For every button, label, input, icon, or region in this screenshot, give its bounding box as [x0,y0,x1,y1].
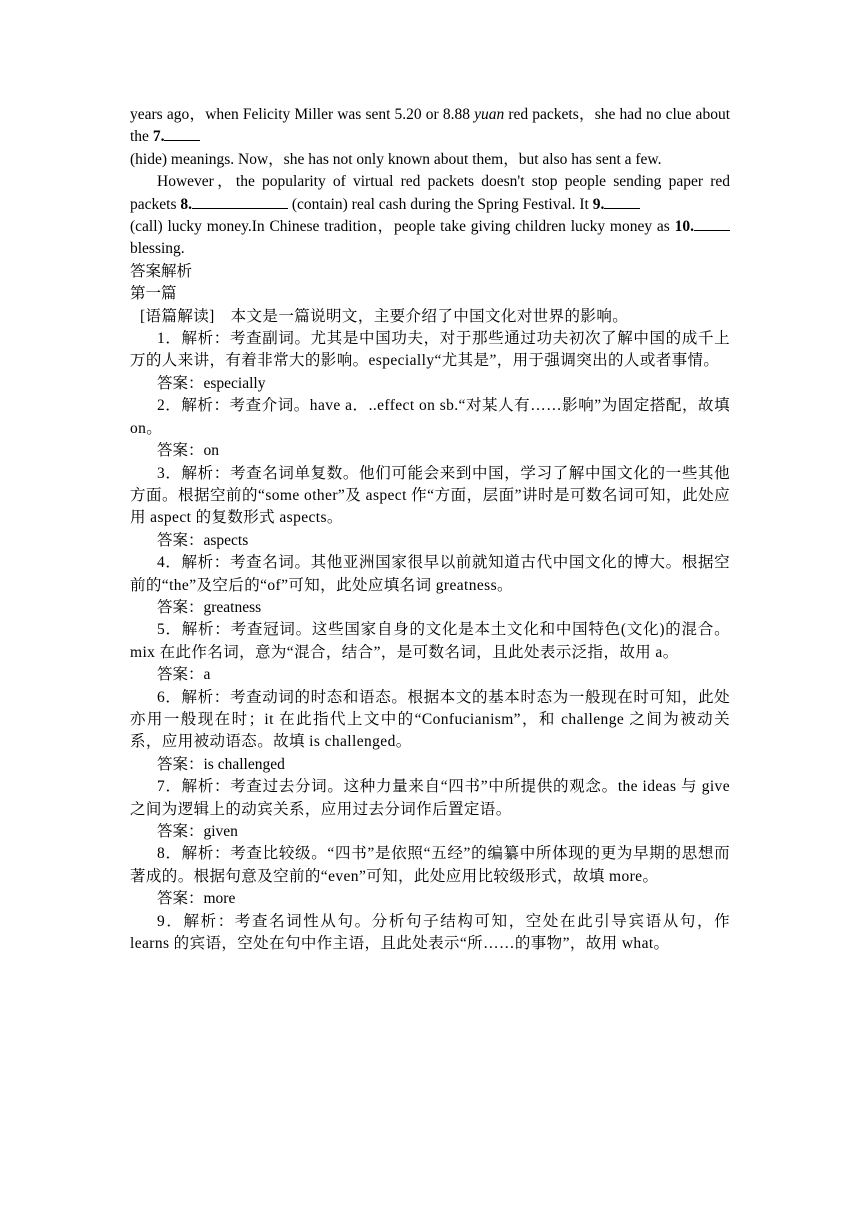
answer-4: 答案：greatness [157,598,262,616]
blank-8-number: 8. [180,195,192,213]
answer-2: 答案：on [157,442,220,460]
blank-10[interactable] [694,216,730,231]
explanation-list [130,328,730,955]
explanation-2: 2．解析：考查介词。have a．..effect on sb.“对某人有……影响”为固定搭配，故填 on。 [130,397,730,437]
answer-5: 答案：a [157,666,211,684]
answer-6: 答案：is challenged [157,755,285,773]
answer-8: 答案：more [157,890,236,908]
text-run: blessing. [130,240,185,258]
document-page [130,104,730,955]
text-run: (call) lucky money.In Chinese tradition，people take giving children lucky money as [130,218,675,236]
text-run: years ago，when Felicity Miller was sent 5.20 or 8.88 [130,106,475,123]
text-run: (contain) real cash during the Spring Festival. It [287,195,593,213]
section-title: 第一篇 [130,285,177,303]
answers-heading: 答案解析 [130,262,193,280]
answer-3: 答案：aspects [157,531,249,549]
blank-7[interactable] [164,126,200,141]
passage-paragraph-2 [130,171,730,261]
blank-9[interactable] [604,194,640,209]
blank-9-number: 9. [592,195,605,213]
blank-10-number: 10. [674,218,694,236]
explanation-5: 5．解析：考查冠词。这些国家自身的文化是本土文化和中国特色(文化)的混合。mix 在此作名词，意为“混合，结合”，是可数名词，且此处表示泛指，故用 a。 [130,621,730,661]
explanation-8: 8．解析：考查比较级。“四书”是依照“五经”的编纂中所体现的更为早期的思想而著成的。根据句意及空前的“even”可知，此处应用比较级形式，故填 more。 [130,845,730,885]
summary: [语篇解读] 本文是一篇说明文，主要介绍了中国文化对世界的影响。 [140,307,629,325]
answer-1: 答案：especially [157,374,266,392]
explanation-9: 9．解析：考查名词性从句。分析句子结构可知，空处在此引导宾语从句，作 learns 的宾语，空处在句中作主语，且此处表示“所……的事物”，故用 what。 [130,912,730,953]
explanation-6: 6．解析：考查动词的时态和语态。根据本文的基本时态为一般现在时可知，此处亦用一般现在时；it 在此指代上文中的“Confucianism”，和 challenge 之间为被动关系，应用被动语态。故填 is challenged。 [130,688,730,751]
explanation-1: 1．解析：考查副词。尤其是中国功夫，对于那些通过功夫初次了解中国的成千上万的人来讲，有着非常大的影响。especially“尤其是”，用于强调突出的人或者事情。 [130,330,730,370]
explanation-7: 7．解析：考查过去分词。这种力量来自“四书”中所提供的观念。the ideas 与 give 之间为逻辑上的动宾关系，应用过去分词作后置定语。 [130,778,730,818]
text-run: red packets，she had no clue about the [130,106,730,146]
text-run-italic: yuan [474,106,505,123]
answer-7: 答案：given [157,823,238,840]
blank-7-number: 7. [152,128,165,146]
text-run: However，the popularity of virtual red packets doesn't stop people sending paper red packets [130,173,730,213]
blank-8[interactable] [192,194,288,209]
explanation-4: 4．解析：考查名词。其他亚洲国家很早以前就知道古代中国文化的博大。根据空前的“the”及空后的“of”可知，此处应填名词 greatness。 [130,554,730,594]
explanation-3: 3．解析：考查名词单复数。他们可能会来到中国，学习了解中国文化的一些其他方面。根据空前的“some other”及 aspect 作“方面，层面”讲时是可数名词可知，此处应用 aspect 的复数形式 aspects。 [130,464,730,527]
text-run: (hide) meanings. Now，she has not only known about them，but also has sent a few. [130,150,662,168]
passage-paragraph-1 [130,104,730,171]
